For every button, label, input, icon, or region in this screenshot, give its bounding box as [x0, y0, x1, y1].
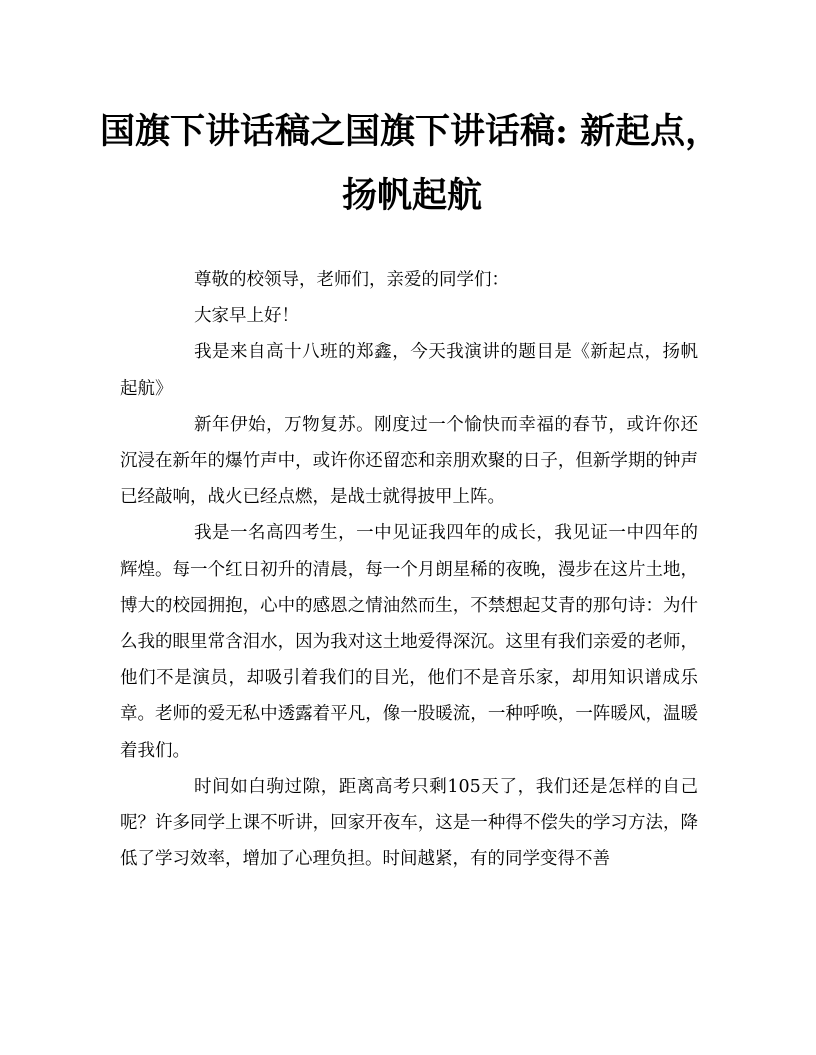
paragraph-new-year: 新年伊始，万物复苏。刚度过一个愉快而幸福的春节，或许你还沉浸在新年的爆竹声中，或许你还留恋和亲朋欢聚的日子，但新学期的钟声已经敲响，战火已经点燃，是战士就得披甲上阵。 — [120, 414, 698, 508]
document-title-line2: 扬帆起航 — [341, 175, 482, 216]
paragraph-introduction: 我是来自高十八班的郑鑫，今天我演讲的题目是《新起点，扬帆起航》 — [120, 342, 698, 399]
paragraph-salutation: 尊敬的校领导，老师们，亲爱的同学们： — [194, 270, 509, 290]
paragraph-time: 时间如白驹过隙，距离高考只剩105天了，我们还是怎样的自己呢？许多同学上课不听讲，回家开夜车，这是一种得不偿失的学习方法，降低了学习效率，增加了心理负担。时间越紧，有的同学变得不善 — [120, 776, 698, 870]
document-title-line1: 国旗下讲话稿之国旗下讲话稿: 新起点， — [100, 111, 721, 152]
paragraph-school-teachers: 我是一名高四考生，一中见证我四年的成长，我见证一中四年的辉煌。每一个红日初升的清晨，每一个月朗星稀的夜晚，漫步在这片土地，博大的校园拥抱，心中的感恩之情油然而生，不禁想起艾青的那句诗：为什么我的眼里常含泪水，因为我对这土地爱得深沉。这里有我们亲爱的老师，他们不是演员，却吸引着我们的目光，他们不是音乐家，却用知识谱成乐章。老师的爱无私中透露着平凡，像一股暖流，一种呼唤，一阵暖风，温暖着我们。 — [120, 523, 698, 761]
document-body — [120, 262, 698, 877]
paragraph-greeting: 大家早上好！ — [194, 306, 299, 327]
